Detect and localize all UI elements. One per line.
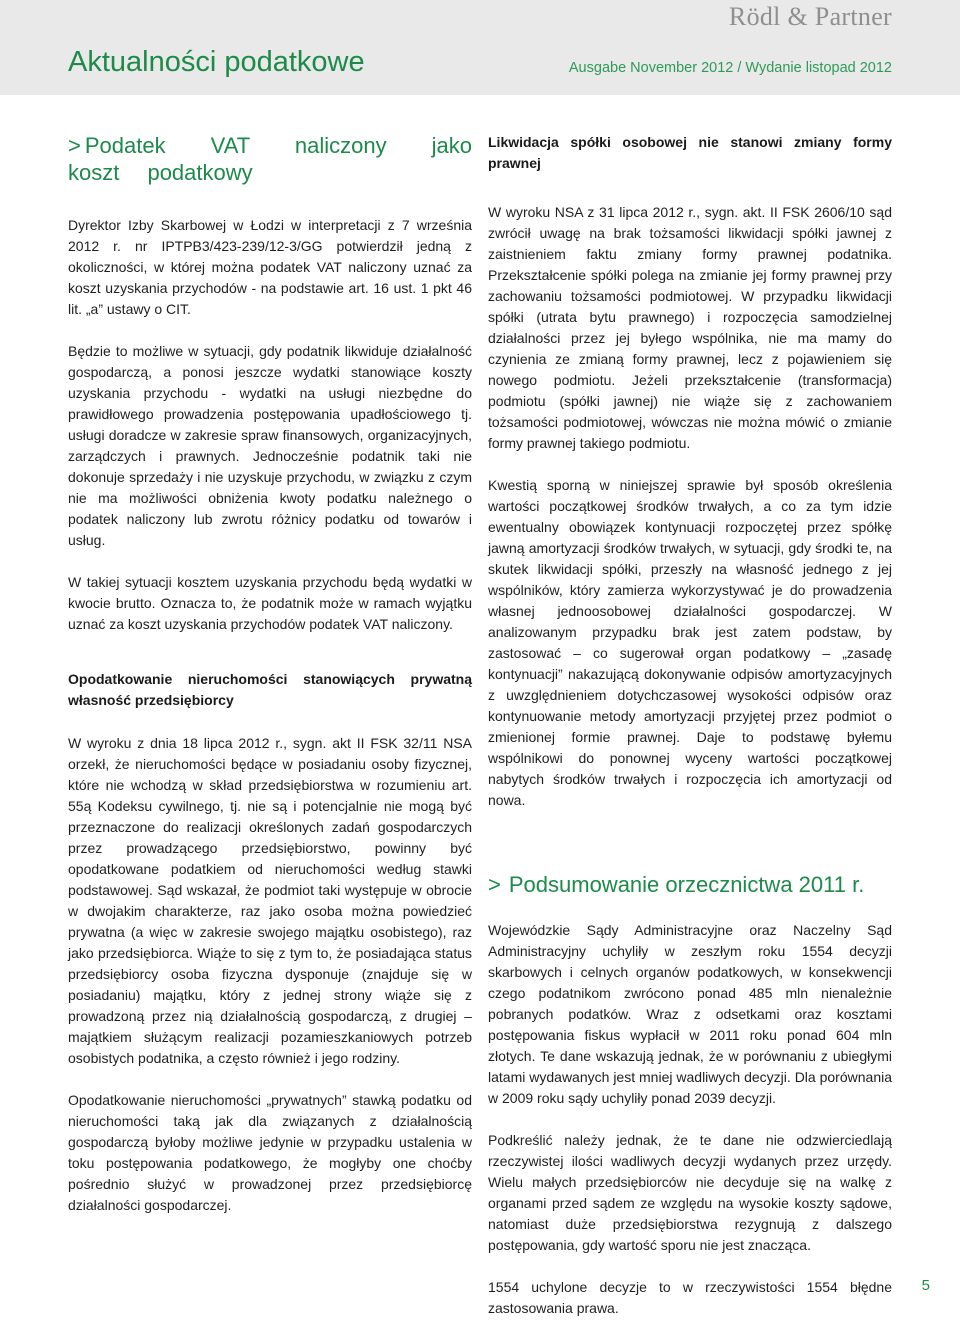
section-heading-summary: [488, 871, 892, 898]
right-column: [488, 132, 892, 1340]
page-number: 5: [921, 1277, 930, 1294]
paragraph: W wyroku NSA z 31 lipca 2012 r., sygn. akt. II FSK 2606/10 sąd zwrócił uwagę na brak tożsamości likwidacji spółki jawnej z zaistnieniem faktu zmiany formy prawnej podatnika. Przekształcenie spółki polega na zmianie jej formy prawnej przy zachowaniu tożsamości podmiotowej. W przypadku likwidacji spółki (utrata bytu prawnego) i rozpoczęcia samodzielnej działalności przez jej byłego wspólnika, nie ma mamy do czynienia ze zmianą formy prawnej, lecz z pojawieniem się nowego podmiotu. Jeżeli przekształcenie (transformacja) podmiotu (spółki jawnej) nie wiąże się z zachowaniem tożsamości podmiotowej, wówczas nie można mówić o zmianie formy prawnej takiego podmiotu.: [488, 204, 892, 451]
issue-date: Ausgabe November 2012 / Wydanie listopad 2012: [568, 60, 892, 76]
newsletter-title: Aktualności podatkowe: [68, 46, 365, 78]
heading-marker: >: [68, 133, 81, 158]
subheading-property-tax: Opodatkowanie nieruchomości stanowiących prywatną własność przedsiębiorcy: [68, 671, 472, 708]
left-column: [68, 132, 472, 1237]
section-heading-vat: [68, 132, 472, 186]
brand-logo: Rödl & Partner: [728, 2, 892, 31]
paragraph: 1554 uchylone decyzje to w rzeczywistości 1554 błędne zastosowania prawa.: [488, 1279, 892, 1316]
paragraph: Opodatkowanie nieruchomości „prywatnych” stawką podatku od nieruchomości taką jak dla związanych z działalnością gospodarczą byłoby możliwe jedynie w przypadku ustalenia w toku postępowania podatkowego, że mogłyby one choćby pośrednio służyć w prowadzonej przez przedsiębiorcę działalności gospodarczej.: [68, 1092, 472, 1213]
subheading-liquidation: Likwidacja spółki osobowej nie stanowi zmiany formy prawnej: [488, 134, 892, 171]
paragraph: Dyrektor Izby Skarbowej w Łodzi w interpretacji z 7 września 2012 r. nr IPTPB3/423-239/12-3/GG potwierdził jedną z okoliczności, w której można podatek VAT naliczony uznać za koszt uzyskania przychodów - na podstawie art. 16 ust. 1 pkt 46 lit. „a” ustawy o CIT.: [68, 217, 472, 317]
paragraph: Będzie to możliwe w sytuacji, gdy podatnik likwiduje działalność gospodarczą, a ponosi jeszcze wydatki stanowiące koszty uzyskania przychodu - wydatki na usługi niezbędne do prawidłowego prowadzenia postępowania upadłościowego tj. usługi doradcze w zakresie spraw finansowych, organizacyjnych, zarządczych i prawnych. Jednocześnie podatnik taki nie dokonuje sprzedaży i nie uzyskuje przychodu, w związku z czym nie ma możliwości obniżenia kwoty podatku należnego o podatek naliczony lub zwrotu różnicy podatku od towarów i usług.: [68, 343, 472, 548]
heading-marker: >: [488, 872, 501, 897]
heading-text: Podatek VAT naliczony jako koszt podatkowy: [68, 133, 472, 185]
paragraph: Kwestią sporną w niniejszej sprawie był sposób określenia wartości początkowej środków trwałych, a co za tym idzie ewentualny obowiązek kontynuacji rozpoczętej przez spółkę jawną amortyzacji środków trwałych, w sytuacji, gdy środki te, na skutek likwidacji spółki, przeszły na własność jednego z jej wspólników, który zamierza wykorzystywać je do prowadzenia własnej jednoosobowej działalności gospodarczej. W analizowanym przypadku brak jest zatem podstaw, by zastosować – co sugerował organ podatkowy – „zasadę kontynuacji” nakazującą dokonywanie odpisów amortyzacyjnych z uwzględnieniem dotychczasowej wysokości odpisów oraz kontynuowanie metody amortyzacji przyjętej przez podmiot o zmienionej formie prawnej. Daje to podstawę byłemu wspólnikowi do ponownej wyceny wartości początkowej nabytych środków trwałych i rozpoczęcia ich amortyzacji od nowa.: [488, 477, 892, 808]
paragraph: Wojewódzkie Sądy Administracyjne oraz Naczelny Sąd Administracyjny uchyliły w zeszłym roku 1554 decyzji skarbowych i celnych organów podatkowych, w konsekwencji czego podatnikom zwrócono ponad 485 mln nienależnie pobranych podatków. Wraz z odsetkami oraz kosztami postępowania fiskus wypłacił w 2011 roku ponad 604 mln złotych. Te dane wskazują jednak, że w porównaniu z ubiegłymi latami wydawanych jest mniej wadliwych decyzji. Dla porównania w 2009 roku sądy uchyliły ponad 2039 decyzji.: [488, 922, 892, 1106]
paragraph: Podkreślić należy jednak, że te dane nie odzwierciedlają rzeczywistej ilości wadliwych decyzji wydanych przez urzędy. Wielu małych przedsiębiorców nie decyduje się na walkę z organami przed sądem ze względu na wysokie koszty sądowe, natomiast duże przedsiębiorstwa rezygnują z dalszego postępowania, gdy wartość sporu nie jest znacząca.: [488, 1132, 892, 1253]
heading-text: Podsumowanie orzecznictwa 2011 r.: [508, 872, 865, 897]
paragraph: W wyroku z dnia 18 lipca 2012 r., sygn. akt II FSK 32/11 NSA orzekł, że nieruchomości będące w posiadaniu osoby fizycznej, które nie wchodzą w skład przedsiębiorstwa w rozumieniu art. 55ą Kodeksu cywilnego, tj. nie są i potencjalnie nie mogą być przeznaczone do realizacji określonych zadań gospodarczych przez prowadzącego przedsiębiorstwo, powinny być opodatkowane podatkiem od nieruchomości według stawki podstawowej. Sąd wskazał, że podmiot taki występuje w obrocie w dwojakim charakterze, raz jako osoba można powiedzieć prywatna (a więc w zakresie swojego majątku osobistego), raz jako przedsiębiorca. Wiąże to się z tym to, że posiadająca status przedsiębiorcy osoba fizyczna dysponuje (znajduje się w posiadaniu) majątku, który z jednej strony wiąże się z prowadzoną przez nią działalnością gospodarczą, z drugiej – majątkiem służącym realizacji pozamieszkaniowych potrzeb osobistych podatnika, a często również i jego rodziny.: [68, 735, 472, 1066]
paragraph: W takiej sytuacji kosztem uzyskania przychodu będą wydatki w kwocie brutto. Oznacza to, że podatnik może w ramach wyjątku uznać za koszt uzyskania przychodów podatek VAT naliczony.: [68, 574, 472, 632]
